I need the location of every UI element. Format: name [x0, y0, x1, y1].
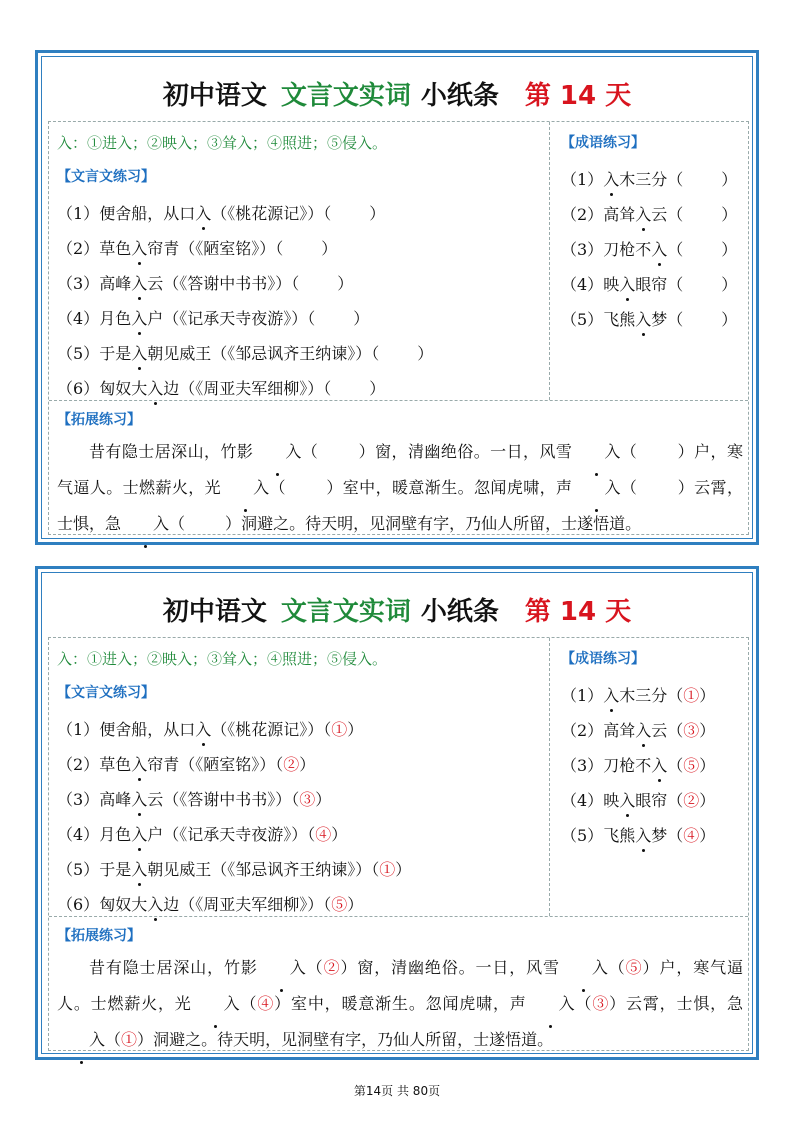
definitions: 入：①进入；②映入；③耸入；④照进；⑤侵入。 [57, 650, 388, 668]
idiom-item: （1）入木三分（①） [561, 683, 715, 706]
target-char: 入 [527, 986, 575, 1022]
classical-item: （6）匈奴大入边（《周亚夫军细柳》）（ ） [57, 376, 385, 399]
target-char: 入 [603, 683, 619, 706]
answer-mark: ④ [257, 994, 275, 1013]
target-char: 入 [651, 753, 667, 776]
answer-mark: ⑤ [331, 895, 348, 914]
answer-mark: ② [323, 958, 341, 977]
exercise-card-blank [35, 50, 759, 545]
classical-item: （2）草色入帘青（《陋室铭》）（②） [57, 752, 315, 775]
target-char: 入 [572, 470, 620, 506]
target-char: 入 [131, 306, 147, 329]
idiom-item: （3）刀枪不入（⑤） [561, 753, 715, 776]
target-char: 入 [635, 823, 651, 846]
target-char: 入 [131, 787, 147, 810]
classical-item: （1）便舍船，从口入（《桃花源记》）（①） [57, 717, 363, 740]
classical-item: （6）匈奴大入边（《周亚夫军细柳》）（⑤） [57, 892, 363, 915]
target-char: 入 [253, 434, 301, 470]
section-extension: 【拓展练习】 [57, 412, 141, 428]
target-char: 入 [131, 752, 147, 775]
target-char: 入 [131, 822, 147, 845]
target-char: 入 [572, 434, 620, 470]
page-footer: 第14页 共 80页 [353, 1084, 441, 1098]
target-char: 入 [221, 470, 269, 506]
classical-item: （2）草色入帘青（《陋室铭》）（ ） [57, 236, 337, 259]
classical-item: （1）便舍船，从口入（《桃花源记》）（ ） [57, 201, 385, 224]
idiom-item: （3）刀枪不入（ ） [561, 237, 737, 260]
section-idiom: 【成语练习】 [561, 651, 645, 667]
exercise-card-answers [35, 566, 759, 1060]
answer-mark: ② [683, 791, 700, 810]
idiom-item: （5）飞熊入梦（ ） [561, 307, 737, 330]
target-char: 入 [195, 717, 211, 740]
extension-paragraph: 昔有隐士居深山，竹影 入（ ）窗，清幽绝俗。一日，风雪 入（ ）户，寒气逼人。士燃薪火，光 入（ ）室中，暖意渐生。忽闻虎啸，声 入（ ）云霄，士惧，急 入（ ）洞避之。待天明，见洞壁有字，乃仙人所留，士遂悟道。 [57, 434, 743, 542]
target-char: 入 [651, 237, 667, 260]
content-grid [48, 637, 749, 1051]
target-char: 入 [635, 202, 651, 225]
definitions: 入：①进入；②映入；③耸入；④照进；⑤侵入。 [57, 134, 388, 152]
answer-mark: ① [683, 686, 700, 705]
answer-mark: ⑤ [625, 958, 643, 977]
answer-mark: ⑤ [683, 756, 700, 775]
target-char: 入 [635, 718, 651, 741]
target-char: 入 [131, 341, 147, 364]
classical-item: （3）高峰入云（《答谢中书书》）（③） [57, 787, 331, 810]
section-extension: 【拓展练习】 [57, 928, 141, 944]
target-char: 入 [131, 857, 147, 880]
target-char: 入 [192, 986, 240, 1022]
target-char: 入 [619, 272, 635, 295]
idiom-item: （1）入木三分（ ） [561, 167, 737, 190]
target-char: 入 [147, 892, 163, 915]
extension-paragraph: 昔有隐士居深山，竹影 入（②）窗，清幽绝俗。一日，风雪 入（⑤）户，寒气逼人。士燃薪火，光 入（④）室中，暖意渐生。忽闻虎啸，声 入（③）云霄，士惧，急入（①）洞避之。待天明，见洞壁有字，乃仙人所留，士遂悟道。 [57, 950, 743, 1058]
target-char: 入 [635, 307, 651, 330]
target-char: 入 [560, 950, 608, 986]
classical-item: （4）月色入户（《记承天寺夜游》）（④） [57, 822, 347, 845]
section-classical: 【文言文练习】 [57, 169, 155, 185]
answer-mark: ④ [683, 826, 700, 845]
answer-mark: ① [121, 1030, 138, 1049]
answer-mark: ④ [315, 825, 332, 844]
section-classical: 【文言文练习】 [57, 685, 155, 701]
classical-item: （5）于是入朝见威王（《邹忌讽齐王纳谏》）（ ） [57, 341, 433, 364]
target-char: 入 [147, 376, 163, 399]
idiom-item: （2）高耸入云（ ） [561, 202, 737, 225]
answer-mark: ③ [683, 721, 700, 740]
target-char: 入 [57, 1022, 105, 1058]
idiom-item: （4）映入眼帘（ ） [561, 272, 737, 295]
idiom-item: （5）飞熊入梦（④） [561, 823, 715, 846]
section-idiom: 【成语练习】 [561, 135, 645, 151]
idiom-item: （2）高耸入云（③） [561, 718, 715, 741]
target-char: 入 [603, 167, 619, 190]
target-char: 入 [258, 950, 306, 986]
card-title: 初中语文 文言文实词 小纸条 第 14 天 [162, 597, 632, 627]
classical-item: （3）高峰入云（《答谢中书书》）（ ） [57, 271, 353, 294]
card-title: 初中语文 文言文实词 小纸条 第 14 天 [162, 81, 632, 111]
answer-mark: ① [379, 860, 396, 879]
content-grid [48, 121, 749, 535]
target-char: 入 [131, 236, 147, 259]
classical-item: （5）于是入朝见威王（《邹忌讽齐王纳谏》）（①） [57, 857, 411, 880]
idiom-item: （4）映入眼帘（②） [561, 788, 715, 811]
answer-mark: ② [283, 755, 300, 774]
target-char: 入 [121, 506, 169, 542]
answer-mark: ③ [592, 994, 610, 1013]
target-char: 入 [619, 788, 635, 811]
target-char: 入 [131, 271, 147, 294]
classical-item: （4）月色入户（《记承天寺夜游》）（ ） [57, 306, 369, 329]
answer-mark: ③ [299, 790, 316, 809]
answer-mark: ① [331, 720, 348, 739]
target-char: 入 [195, 201, 211, 224]
